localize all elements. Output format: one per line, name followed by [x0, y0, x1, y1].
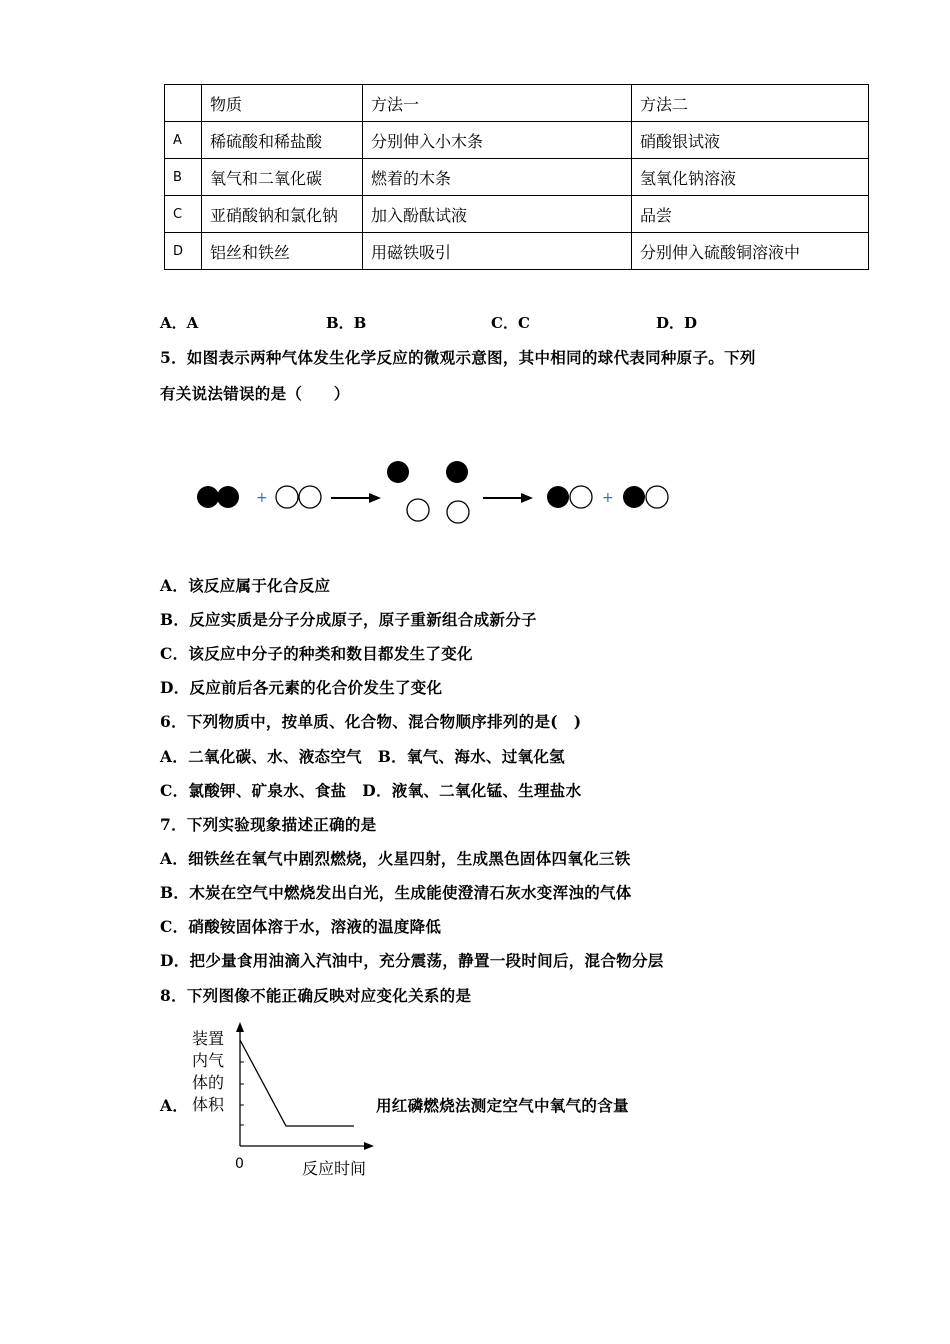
table-cell: 铝丝和铁丝 [202, 233, 363, 270]
light-atom [570, 486, 592, 508]
table-cell: 品尝 [632, 196, 869, 233]
q8-option-a-desc: 用红磷燃烧法测定空气中氧气的含量 [376, 1096, 629, 1115]
q4-option-a[interactable]: A．A [160, 314, 199, 332]
q8-option-a-label[interactable]: A． [160, 1096, 189, 1115]
table-cell: 硝酸银试液 [632, 122, 869, 159]
q5-option-a[interactable]: A．该反应属于化合反应 [160, 576, 331, 595]
q5-stem-line1: 5．如图表示两种气体发生化学反应的微观示意图，其中相同的球代表同种原子。下列 [160, 348, 756, 367]
light-atom [276, 486, 298, 508]
arrow-head [521, 493, 533, 503]
volume-time-graph [230, 1018, 380, 1158]
dark-atom [547, 486, 569, 508]
dark-atom [217, 486, 239, 508]
table-cell: 氢氧化钠溶液 [632, 159, 869, 196]
table-cell: 燃着的木条 [363, 159, 632, 196]
table-cell: 方法二 [632, 85, 869, 122]
q8-stem: 8．下列图像不能正确反映对应变化关系的是 [160, 986, 472, 1005]
table-cell: B [165, 159, 202, 196]
y-axis-arrow [236, 1022, 244, 1032]
table-row [165, 196, 869, 233]
table-row [165, 233, 869, 270]
q7-option-b[interactable]: B．木炭在空气中燃烧发出白光，生成能使澄清石灰水变浑浊的气体 [160, 883, 632, 902]
substance-table [164, 84, 869, 270]
table-cell: 分别伸入硫酸铜溶液中 [632, 233, 869, 270]
graph-xlabel: 反应时间 [302, 1159, 367, 1178]
table-cell: 分别伸入小木条 [363, 122, 632, 159]
table-cell: C [165, 196, 202, 233]
light-atom [407, 499, 429, 521]
graph-origin: 0 [235, 1156, 244, 1172]
table-cell: A [165, 122, 202, 159]
table-cell [165, 85, 202, 122]
q5-option-d[interactable]: D．反应前后各元素的化合价发生了变化 [160, 678, 443, 697]
dark-atom [623, 486, 645, 508]
table-cell: 加入酚酞试液 [363, 196, 632, 233]
dark-atom [446, 461, 468, 483]
q7-stem: 7．下列实验现象描述正确的是 [160, 815, 377, 834]
q6-options-line2[interactable]: C．氯酸钾、矿泉水、食盐 D．液氧、二氧化锰、生理盐水 [160, 781, 582, 800]
reaction-diagram [195, 452, 685, 532]
table-cell: 亚硝酸钠和氯化钠 [202, 196, 363, 233]
q5-option-b[interactable]: B．反应实质是分子分成原子，原子重新组合成新分子 [160, 610, 537, 629]
table-cell: 稀硫酸和稀盐酸 [202, 122, 363, 159]
table-row [165, 159, 869, 196]
volume-curve [240, 1040, 354, 1126]
x-axis-arrow [364, 1142, 374, 1150]
q4-option-b[interactable]: B．B [326, 314, 367, 332]
q7-option-d[interactable]: D．把少量食用油滴入汽油中，充分震荡，静置一段时间后，混合物分层 [160, 951, 664, 970]
light-atom [299, 486, 321, 508]
plus-sign: + [602, 490, 614, 506]
q7-option-a[interactable]: A．细铁丝在氧气中剧烈燃烧，火星四射，生成黑色固体四氧化三铁 [160, 849, 631, 868]
q6-options-line1[interactable]: A．二氧化碳、水、液态空气 B．氧气、海水、过氧化氢 [160, 747, 565, 766]
arrow-head [369, 493, 381, 503]
q7-option-c[interactable]: C．硝酸铵固体溶于水，溶液的温度降低 [160, 917, 442, 936]
table-cell: 氧气和二氧化碳 [202, 159, 363, 196]
dark-atom [197, 486, 219, 508]
q5-option-c[interactable]: C．该反应中分子的种类和数目都发生了变化 [160, 644, 473, 663]
light-atom [646, 486, 668, 508]
table-cell: 用磁铁吸引 [363, 233, 632, 270]
q4-option-c[interactable]: C．C [491, 314, 530, 332]
q4-option-d[interactable]: D．D [656, 314, 698, 332]
graph-ylabel: 装置 内气 体的 体积 [192, 1029, 225, 1114]
light-atom [447, 501, 469, 523]
table-header-row [165, 85, 869, 122]
q6-stem: 6．下列物质中，按单质、化合物、混合物顺序排列的是( ) [160, 712, 582, 731]
dark-atom [387, 461, 409, 483]
table-cell: 方法一 [363, 85, 632, 122]
table-cell: 物质 [202, 85, 363, 122]
table-cell: D [165, 233, 202, 270]
q5-stem-line2: 有关说法错误的是（ ） [160, 384, 350, 403]
plus-sign: + [256, 490, 268, 506]
table-row [165, 122, 869, 159]
